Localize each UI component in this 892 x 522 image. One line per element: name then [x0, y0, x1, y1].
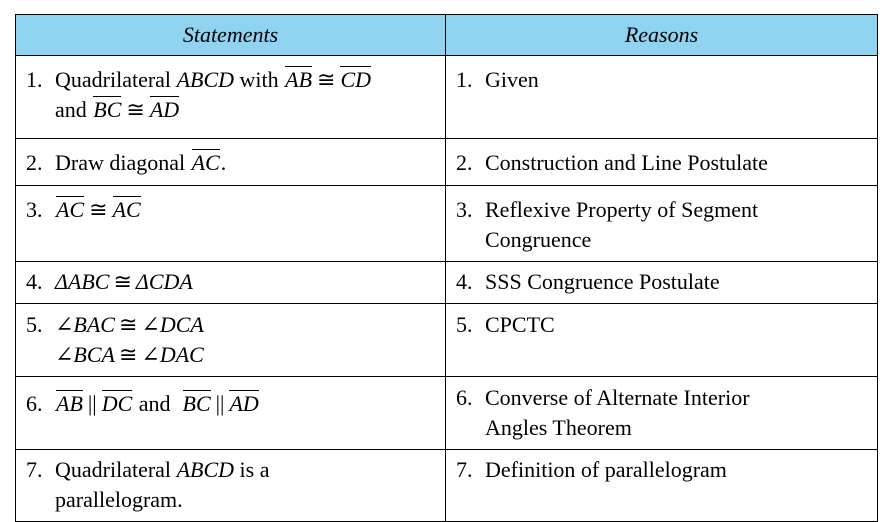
reason-number: 2. — [456, 150, 473, 175]
segment-label: AC — [191, 148, 221, 178]
reason-cell-3 — [446, 186, 878, 262]
statement-text: ABCD — [176, 67, 235, 92]
reasons-header: Reasons — [446, 15, 878, 56]
proof-row-1 — [16, 56, 878, 139]
segment-label: DC — [101, 389, 134, 419]
reason-cell-5 — [446, 304, 878, 377]
angle-label: ∠BAC — [55, 312, 115, 337]
congruent-symbol: ≅ — [126, 97, 145, 122]
statement-text: is a — [234, 457, 270, 482]
proof-row-4 — [16, 262, 878, 304]
segment-label: AB — [55, 389, 84, 419]
statement-cell-6 — [16, 377, 446, 450]
reason-number: 4. — [456, 269, 473, 294]
statement-cell-4 — [16, 262, 446, 304]
statement-text: and — [133, 391, 177, 416]
reason-number: 3. — [456, 197, 473, 222]
angle-label: ∠DAC — [141, 342, 204, 367]
reason-number: 1. — [456, 67, 473, 92]
statement-number: 1. — [26, 67, 43, 92]
reason-cell-6 — [446, 377, 878, 450]
triangle-label: ΔABC — [55, 269, 110, 294]
reason-text: Angles Theorem — [485, 415, 632, 440]
parallel-symbol: || — [87, 391, 97, 416]
reason-cell-7 — [446, 450, 878, 522]
reason-text: Converse of Alternate Interior — [485, 385, 750, 410]
statement-number: 4. — [26, 269, 43, 294]
statement-text: parallelogram. — [55, 487, 183, 512]
segment-label: AC — [55, 195, 85, 225]
angle-label: ∠BCA — [55, 342, 115, 367]
statement-text: Quadrilateral — [55, 457, 177, 482]
statement-number: 5. — [26, 312, 43, 337]
segment-label: AC — [112, 195, 142, 225]
reason-text: Definition of parallelogram — [485, 457, 727, 482]
congruent-symbol: ≅ — [113, 269, 132, 294]
proof-row-7 — [16, 450, 878, 522]
statements-header: Statements — [16, 15, 446, 56]
header-row — [16, 15, 878, 56]
statement-text: Draw diagonal — [55, 150, 191, 175]
statement-text: with — [234, 67, 285, 92]
proof-row-2 — [16, 139, 878, 186]
statement-cell-1 — [16, 56, 446, 139]
segment-label: CD — [339, 65, 372, 95]
reason-number: 5. — [456, 312, 473, 337]
reason-text: CPCTC — [485, 312, 555, 337]
reason-text: Given — [485, 67, 539, 92]
statement-text: . — [220, 150, 227, 175]
statement-cell-3 — [16, 186, 446, 262]
statement-number: 2. — [26, 150, 43, 175]
segment-label: AD — [228, 389, 259, 419]
segment-label: BC — [182, 389, 212, 419]
segment-label: BC — [92, 95, 122, 125]
reason-text: SSS Congruence Postulate — [485, 269, 720, 294]
proof-table — [15, 14, 878, 522]
statement-cell-5 — [16, 304, 446, 377]
reason-number: 7. — [456, 457, 473, 482]
congruent-symbol: ≅ — [118, 312, 138, 337]
statement-cell-2 — [16, 139, 446, 186]
statement-number: 6. — [26, 391, 43, 416]
segment-label: AB — [284, 65, 313, 95]
statement-text: ABCD — [176, 457, 235, 482]
congruent-symbol: ≅ — [317, 67, 336, 92]
proof-row-3 — [16, 186, 878, 262]
statement-text: Quadrilateral — [55, 67, 177, 92]
proof-row-6 — [16, 377, 878, 450]
parallel-symbol: || — [215, 391, 225, 416]
triangle-label: ΔCDA — [135, 269, 193, 294]
reason-text: Reflexive Property of Segment — [485, 197, 759, 222]
reason-cell-2 — [446, 139, 878, 186]
statement-cell-7 — [16, 450, 446, 522]
statement-number: 7. — [26, 457, 43, 482]
congruent-symbol: ≅ — [89, 197, 108, 222]
reason-text: Congruence — [485, 227, 592, 252]
reason-text: Construction and Line Postulate — [485, 150, 768, 175]
statement-number: 3. — [26, 197, 43, 222]
reason-cell-4 — [446, 262, 878, 304]
segment-label: AD — [149, 95, 180, 125]
proof-row-5 — [16, 304, 878, 377]
statement-text: and — [55, 97, 93, 122]
angle-label: ∠DCA — [141, 312, 204, 337]
reason-cell-1 — [446, 56, 878, 139]
reason-number: 6. — [456, 385, 473, 410]
congruent-symbol: ≅ — [118, 342, 138, 367]
